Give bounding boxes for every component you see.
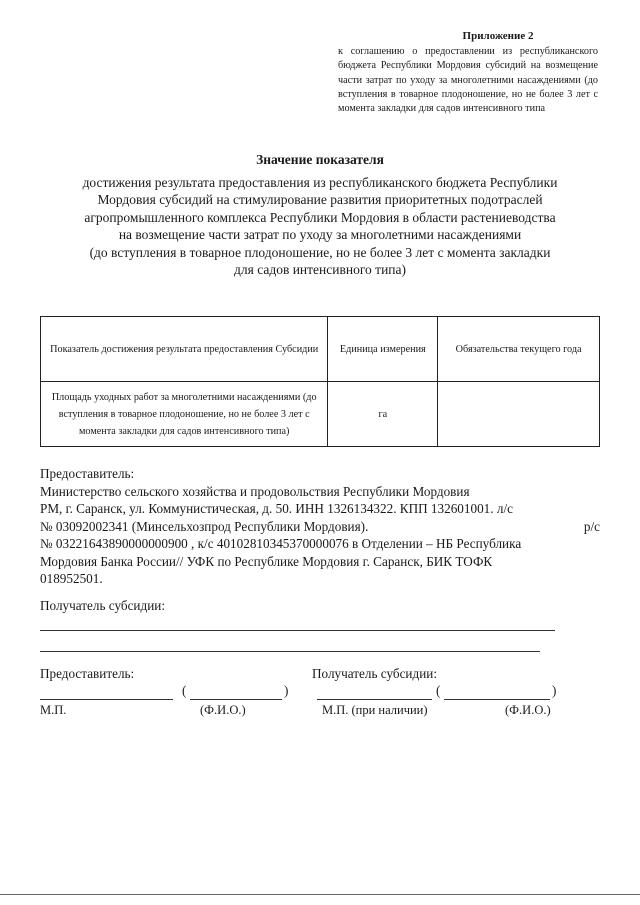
subheading-line: для садов интенсивного типа) [234,262,406,278]
provider-label: Предоставитель: [40,466,135,481]
sign-left-label: Предоставитель: [40,666,135,681]
sign-right-mp: М.П. (при наличии) [322,703,428,717]
header-indicator: Показатель достижения результата предоставления Субсидии [41,317,328,382]
sign-left-fio: (Ф.И.О.) [200,703,246,717]
provider-line: Мордовия Банка России// УФК по Республике Мордовия г. Саранск, БИК ТОФК [40,553,493,569]
sign-right-close-paren: ) [552,683,557,698]
table-header-row [41,317,600,382]
appendix-title: Приложение 2 [462,30,534,42]
sign-left-open-paren: ( [182,683,187,698]
provider-account: № 03092002341 (Минсельхозпрод Республики Мордовия). [40,518,369,534]
subheading-line: (до вступления в товарное плодоношение, но не более 3 лет с момента закладки [89,244,551,260]
document-subheading [40,174,600,278]
table-row [41,382,600,447]
indicator-table [40,316,600,447]
subheading-line: на возмещение части затрат по уходу за многолетними насаждениями [118,227,522,243]
document-heading: Значение показателя [256,152,384,167]
provider-line: Министерство сельского хозяйства и продовольствия Республики Мордовия [40,483,470,499]
sign-left-close-paren: ) [284,683,289,698]
sign-left-line [40,699,173,700]
bottom-border [0,894,640,895]
sign-right-fio: (Ф.И.О.) [505,703,551,717]
provider-line: РМ, г. Саранск, ул. Коммунистическая, д. 50. ИНН 1326134322. КПП 132601001. л/с [40,501,513,516]
subheading-line: агропромышленного комплекса Республики Мордовия в области растениеводства [84,209,556,225]
provider-rs-label: р/с [583,518,600,534]
provider-line: 018952501. [40,571,103,586]
recipient-line-2 [40,651,540,652]
sign-right-fio-line [444,699,550,700]
cell-value [438,382,600,447]
cell-unit: га [328,382,438,447]
sign-left-mp: М.П. [40,703,67,717]
cell-indicator: Площадь уходных работ за многолетними насаждениями (до вступления в товарное плодоношение, но не более 3 лет с момента закладки для садов интенсивного типа) [41,382,328,447]
subheading-line: Мордовия субсидий на стимулирование развития приоритетных подотраслей [97,192,543,208]
header-unit: Единица измерения [328,317,438,382]
sign-right-label: Получатель субсидии: [312,666,437,681]
appendix-text: к соглашению о предоставлении из республиканского бюджета Республики Мордовия субсидий на возмещение части затрат по уходу за многолетними насаждениями (до вступления в товарное плодоношение, но не более 3 лет с момента закладки для садов интенсивного типа [338,46,598,115]
provider-line: № 03221643890000000900 , к/с 40102810345370000076 в Отделении – НБ Республика [40,536,522,551]
appendix-block [338,30,598,116]
recipient-line-1 [40,630,555,631]
provider-line [40,518,600,536]
sign-left-fio-line [190,699,282,700]
sign-right-line [317,699,432,700]
header-obligations: Обязательства текущего года [438,317,600,382]
provider-details [40,465,600,588]
subheading-line: достижения результата предоставления из республиканского бюджета Республики [82,175,558,190]
sign-right-open-paren: ( [436,683,441,698]
recipient-label: Получатель субсидии: [40,598,165,613]
